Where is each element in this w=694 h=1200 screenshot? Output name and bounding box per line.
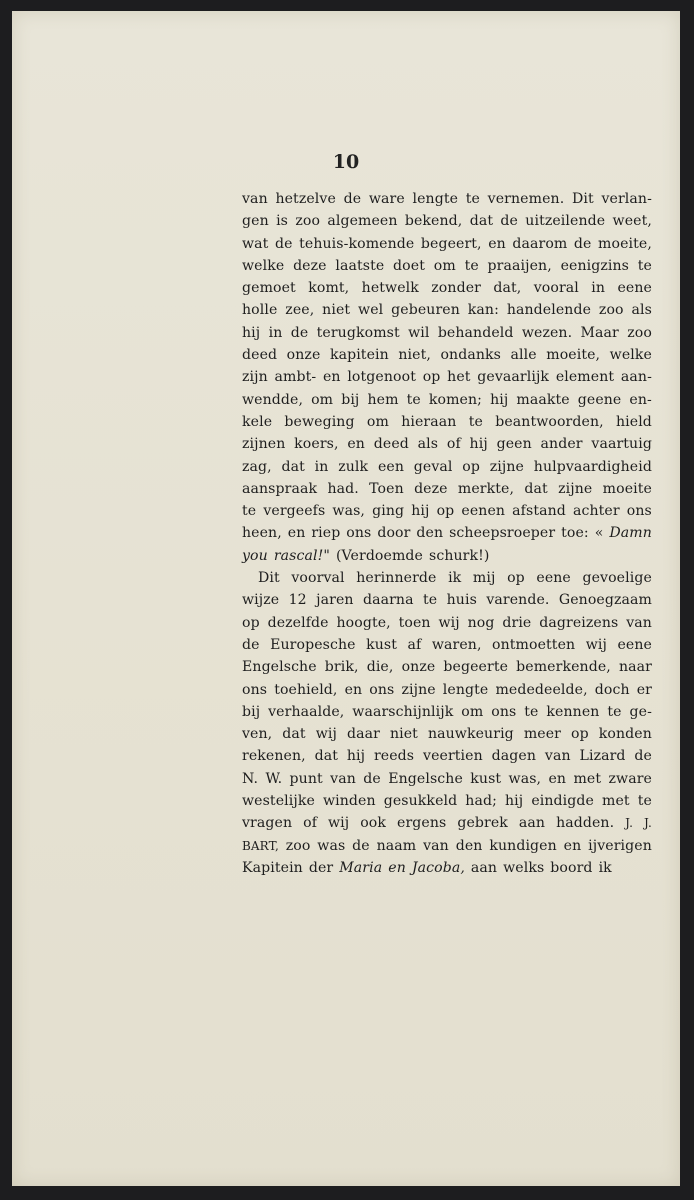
text-line: N. W. punt van de Engelsche kust was, en met zware	[242, 770, 652, 787]
text-line: zijn ambt- en lotgenoot op het gevaarlijk element aan-	[242, 369, 652, 386]
text-line: hij in de terugkomst wil behandeld wezen. Maar zoo	[242, 324, 652, 341]
text-line: bij verhaalde, waarschijnlijk om ons te kennen te ge-	[242, 703, 652, 720]
text-line: holle zee, niet wel gebeuren kan: handelende zoo als	[242, 302, 652, 319]
text-line: westelijke winden gesukkeld had; hij eindigde met te	[242, 793, 652, 810]
text-line: te vergeefs was, ging hij op eenen afstand achter ons	[242, 503, 652, 520]
text-line: you rascal!" (Verdoemde schurk!)	[242, 547, 490, 564]
text-line: wat de tehuis-komende begeert, en daarom de moeite,	[242, 235, 652, 252]
text-line: de Europesche kust af waren, ontmoetten wij eene	[242, 636, 652, 653]
text-line: kele beweging om hieraan te beantwoorden, hield	[242, 413, 652, 430]
text-line: rekenen, dat hij reeds veertien dagen van Lizard de	[242, 748, 652, 765]
text-line: Dit voorval herinnerde ik mij op eene gevoelige	[258, 570, 652, 587]
text-line: welke deze laatste doet om te praaijen, eenigzins te	[242, 257, 652, 274]
body-text	[242, 191, 652, 882]
text-line: wendde, om bij hem te komen; hij maakte geene en-	[242, 391, 652, 408]
text-line: heen, en riep ons door den scheepsroeper toe: « Damn	[242, 525, 652, 542]
text-line: vragen of wij ook ergens gebrek aan hadden. J. J.	[242, 815, 652, 832]
text-line: gen is zoo algemeen bekend, dat de uitzeilende weet,	[242, 213, 652, 230]
text-line: Engelsche brik, die, onze begeerte bemerkende, naar	[242, 659, 652, 676]
text-line: zijnen koers, en deed als of hij geen ander vaartuig	[242, 436, 652, 453]
page-number: 10	[332, 151, 360, 173]
text-line: zag, dat in zulk een geval op zijne hulpvaardigheid	[242, 458, 652, 475]
text-line: aanspraak had. Toen deze merkte, dat zijne moeite	[242, 480, 652, 497]
text-line: ven, dat wij daar niet nauwkeurig meer op konden	[242, 726, 652, 743]
text-line: Kapitein der Maria en Jacoba, aan welks boord ik	[242, 859, 612, 876]
text-line: deed onze kapitein niet, ondanks alle moeite, welke	[242, 347, 652, 364]
text-line: wijze 12 jaren daarna te huis varende. Genoegzaam	[242, 592, 652, 609]
text-line: op dezelfde hoogte, toen wij nog drie dagreizens van	[242, 614, 652, 631]
text-line: gemoet komt, hetwelk zonder dat, vooral in eene	[242, 280, 652, 297]
text-line: BART, zoo was de naam van den kundigen en ijverigen	[242, 837, 652, 854]
text-line: van hetzelve de ware lengte te vernemen. Dit verlan-	[242, 191, 652, 207]
book-page	[12, 11, 680, 1186]
text-line: ons toehield, en ons zijne lengte mededeelde, doch er	[242, 681, 652, 698]
